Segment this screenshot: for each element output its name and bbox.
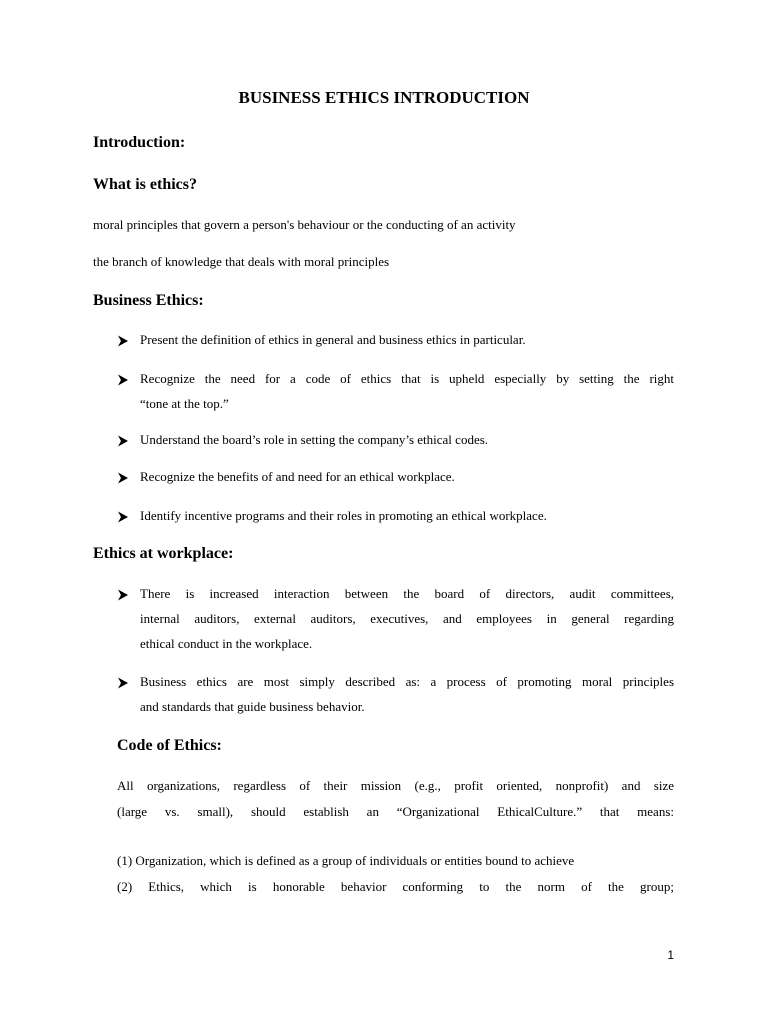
introduction-heading: Introduction: [93,134,186,151]
code-paragraph-line-1: All organizations, regardless of their mission (e.g., profit oriented, nonprofit) and size [117,778,674,793]
list-item-continuation: ethical conduct in the workplace. [140,636,313,651]
arrowhead-bullet-icon [117,335,131,347]
numbered-item-2: (2) Ethics, which is honorable behavior conforming to the norm of the group; [117,879,674,894]
arrowhead-bullet-icon [117,589,131,601]
list-item-continuation: and standards that guide business behavior. [140,699,365,714]
list-item: Identify incentive programs and their roles in promoting an ethical workplace. [140,508,547,523]
list-item: Recognize the need for a code of ethics that is upheld especially by setting the right [140,371,674,386]
list-item: Recognize the benefits of and need for an ethical workplace. [140,469,455,484]
ethics-definition-2: the branch of knowledge that deals with moral principles [93,254,390,269]
page-number: 1 [667,948,674,962]
code-of-ethics-heading: Code of Ethics: [117,737,222,754]
list-item: Understand the board’s role in setting the company’s ethical codes. [140,432,489,447]
list-item-continuation: “tone at the top.” [140,396,229,411]
ethics-definition-1: moral principles that govern a person's behaviour or the conducting of an activity [93,217,516,232]
arrowhead-bullet-icon [117,435,131,447]
list-item: Present the definition of ethics in general and business ethics in particular. [140,332,526,347]
what-is-ethics-heading: What is ethics? [93,176,197,193]
workplace-heading: Ethics at workplace: [93,545,234,562]
business-ethics-heading: Business Ethics: [93,292,204,309]
arrowhead-bullet-icon [117,677,131,689]
document-title: BUSINESS ETHICS INTRODUCTION [238,88,530,107]
arrowhead-bullet-icon [117,472,131,484]
arrowhead-bullet-icon [117,511,131,523]
list-item: There is increased interaction between the board of directors, audit committees, [140,586,674,601]
arrowhead-bullet-icon [117,374,131,386]
code-paragraph-line-2: (large vs. small), should establish an “Organizational EthicalCulture.” that means: [117,804,674,819]
list-item: Business ethics are most simply described as: a process of promoting moral principles [140,674,674,689]
list-item-continuation: internal auditors, external auditors, executives, and employees in general regarding [140,611,674,626]
numbered-item-1: (1) Organization, which is defined as a group of individuals or entities bound to achieve [117,853,575,868]
